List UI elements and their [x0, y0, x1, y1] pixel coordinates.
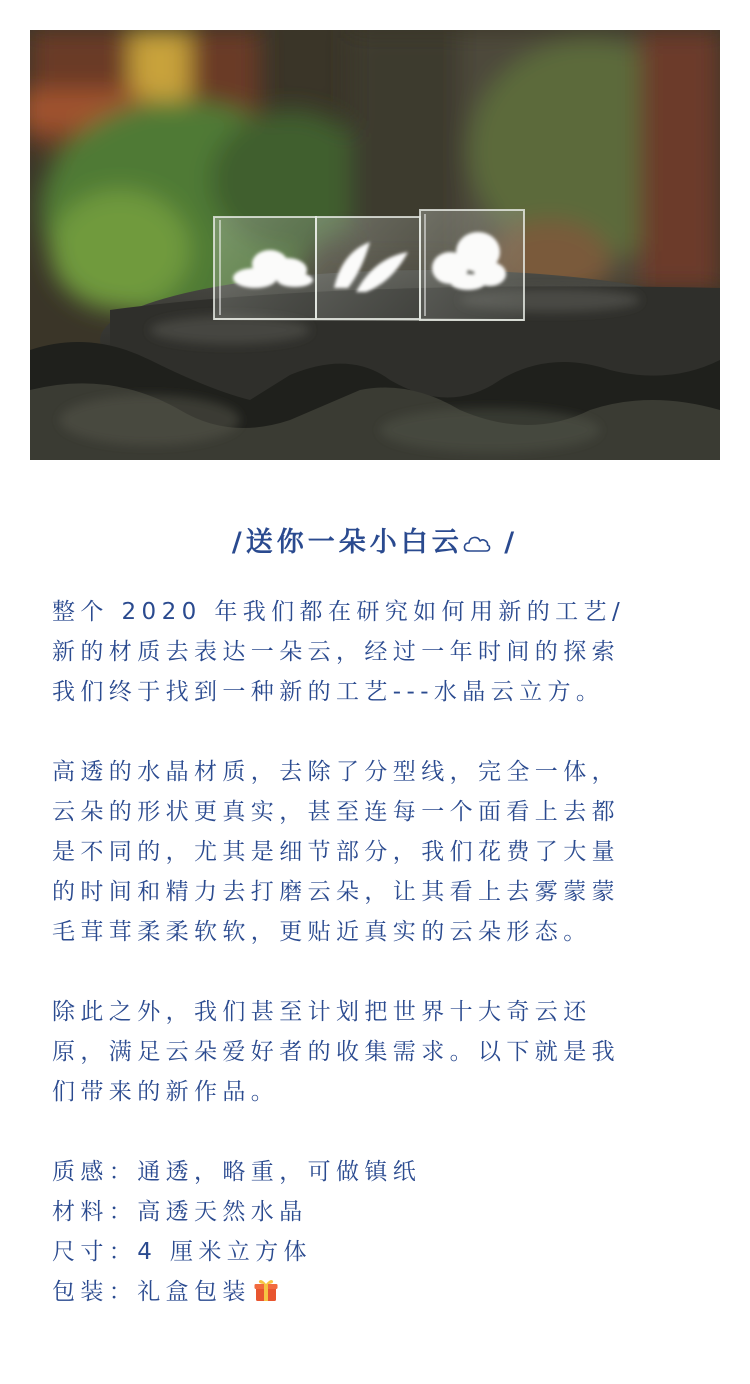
section-heading — [0, 520, 750, 561]
gift-icon — [253, 1276, 279, 1316]
paragraph-line: 原，满足云朵爱好者的收集需求。以下就是我 — [52, 1039, 620, 1065]
crystal-cubes-photo — [30, 30, 720, 460]
paragraph-intro — [52, 592, 702, 712]
paragraph-line: 是不同的，尤其是细节部分，我们花费了大量 — [52, 839, 620, 865]
spec-texture: 质感：通透，略重，可做镇纸 — [52, 1159, 422, 1185]
paragraph-line: 们带来的新作品。 — [52, 1079, 280, 1105]
paragraph-line: 整个 2020 年我们都在研究如何用新的工艺/ — [52, 599, 626, 625]
spec-material: 材料：高透天然水晶 — [52, 1199, 308, 1225]
spec-list — [52, 1152, 702, 1312]
paragraph-line: 的时间和精力去打磨云朵，让其看上去雾蒙蒙 — [52, 879, 620, 905]
paragraph-line: 云朵的形状更真实，甚至连每一个面看上去都 — [52, 799, 620, 825]
paragraph-line: 高透的水晶材质，去除了分型线，完全一体， — [52, 759, 620, 785]
spec-size: 尺寸：4 厘米立方体 — [52, 1239, 312, 1265]
paragraph-line: 我们终于找到一种新的工艺---水晶云立方。 — [52, 679, 605, 705]
cloud-icon — [463, 530, 491, 561]
paragraph-plan — [52, 992, 702, 1112]
heading-trail: / — [490, 527, 519, 558]
paragraph-line: 毛茸茸柔柔软软，更贴近真实的云朵形态。 — [52, 919, 592, 945]
spec-packaging — [52, 1272, 702, 1312]
spec-packaging-text: 包装：礼盒包装 — [52, 1279, 251, 1305]
paragraph-material — [52, 752, 702, 952]
paragraph-line: 除此之外，我们甚至计划把世界十大奇云还 — [52, 999, 592, 1025]
paragraph-line: 新的材质去表达一朵云，经过一年时间的探索 — [52, 639, 620, 665]
heading-text: /送你一朵小白云 — [231, 527, 463, 558]
product-photo — [30, 30, 720, 460]
article-body — [52, 592, 702, 1312]
